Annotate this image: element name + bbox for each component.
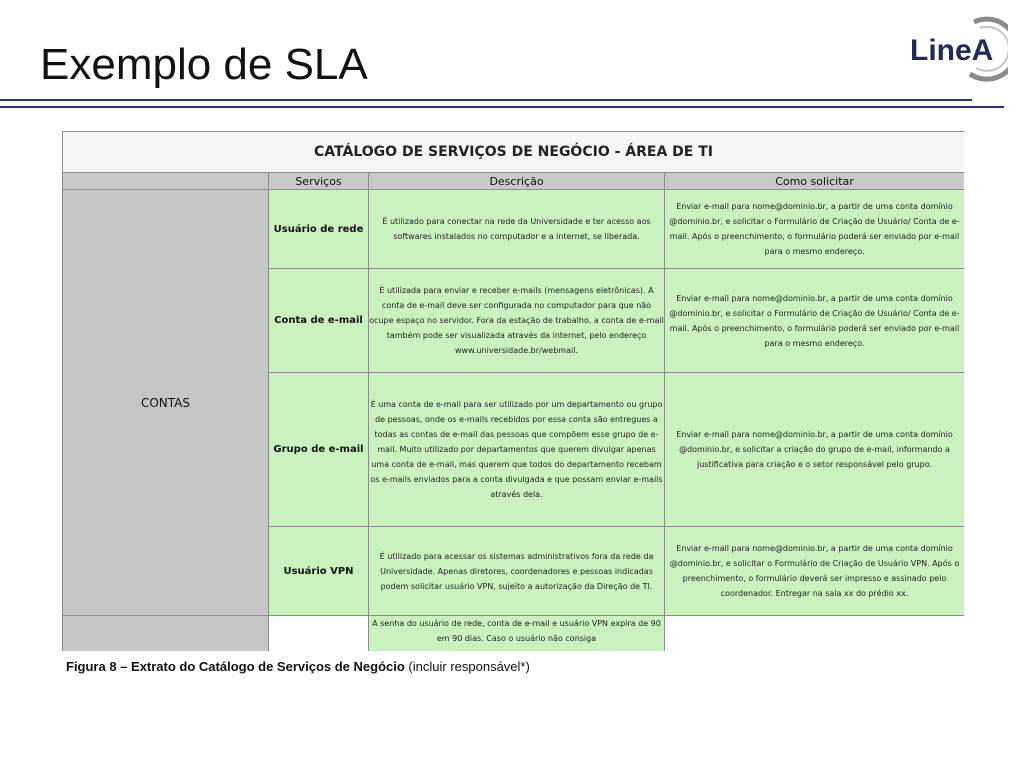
service-description: É utilizado para conectar na rede da Universidade e ter acesso aos softwares instalados no computador e a internet, se liberada. bbox=[369, 190, 665, 269]
category-cell: CONTAS bbox=[63, 190, 269, 616]
logo-text: LineA bbox=[910, 34, 994, 67]
service-name: Grupo de e-mail bbox=[269, 373, 369, 527]
figure-caption bbox=[66, 659, 530, 674]
service-name: Usuário de rede bbox=[269, 190, 369, 269]
title-rule-top bbox=[0, 99, 972, 101]
table-row bbox=[63, 190, 965, 269]
linea-logo bbox=[904, 14, 1008, 84]
header-description: Descrição bbox=[369, 173, 665, 190]
header-blank bbox=[63, 173, 269, 190]
catalog-header-row bbox=[63, 173, 965, 190]
service-description: É utilizada para enviar e receber e-mails (mensagens eletrônicas). A conta de e-mail deve ser configurada no computador para que não ocupe espaço no servidor. Fora da estação de trabalho, a conta de e-mail também pode ser visualizada através da internet, pelo endereço www.universidade.br/webmail. bbox=[369, 269, 665, 373]
caption-normal-text: (incluir responsável*) bbox=[404, 659, 530, 674]
service-description: É utilizado para acessar os sistemas administrativos fora da rede da Universidade. Apenas diretores, coordenadores e pessoas indicadas podem solicitar usuário VPN, sujeito a autorização da Direção de TI. bbox=[369, 527, 665, 616]
service-name: Conta de e-mail bbox=[269, 269, 369, 373]
catalog-title: CATÁLOGO DE SERVIÇOS DE NEGÓCIO - ÁREA DE TI bbox=[63, 132, 965, 173]
service-catalog-figure bbox=[62, 131, 964, 651]
header-how-to-request: Como solicitar bbox=[665, 173, 965, 190]
service-how-to-request: Enviar e-mail para nome@dominio.br, a partir de uma conta domínio @dominio.br, e solicitar o Formulário de Criação de Usuário VPN. Após o preenchimento, o formulário deverá ser impresso e assinado pelo coordenador. Entregar na sala xx do prédio xx. bbox=[665, 527, 965, 616]
category-cell-empty bbox=[63, 616, 269, 652]
service-name-empty bbox=[269, 616, 369, 652]
service-name: Usuário VPN bbox=[269, 527, 369, 616]
title-rule-bottom bbox=[0, 106, 1004, 108]
catalog-title-row bbox=[63, 132, 965, 173]
service-how-to-request-empty bbox=[665, 616, 965, 652]
slide-title: Exemplo de SLA bbox=[40, 40, 368, 89]
service-description: É uma conta de e-mail para ser utilizado por um departamento ou grupo de pessoas, onde os e-mails recebidos por essa conta são entregues a todas as contas de e-mail das pessoas que compõem esse grupo de e-mail. Muito utilizado por departamentos que querem divulgar apenas uma conta de e-mail, mas querem que todos do departamento recebam os e-mails enviados para a conta divulgada e que possam enviar e-mails através dela. bbox=[369, 373, 665, 527]
header-services: Serviços bbox=[269, 173, 369, 190]
service-how-to-request: Enviar e-mail para nome@dominio.br, a partir de uma conta domínio @dominio.br, e solicitar a criação do grupo de e-mail, informando a justificativa para criação e o setor responsável pelo grupo. bbox=[665, 373, 965, 527]
table-row-partial bbox=[63, 616, 965, 652]
caption-bold-text: Figura 8 – Extrato do Catálogo de Serviços de Negócio bbox=[66, 659, 405, 674]
service-how-to-request: Enviar e-mail para nome@dominio.br, a partir de uma conta domínio @dominio.br, e solicitar o Formulário de Criação de Usuário/ Conta de e-mail. Após o preenchimento, o formulário poderá ser enviado por e-mail para o mesmo endereço. bbox=[665, 190, 965, 269]
linea-logo-graphic bbox=[904, 14, 1008, 84]
service-catalog-table bbox=[62, 131, 964, 651]
service-description: A senha do usuário de rede, conta de e-mail e usuário VPN expira de 90 em 90 dias. Caso o usuário não consiga bbox=[369, 616, 665, 652]
service-how-to-request: Enviar e-mail para nome@dominio.br, a partir de uma conta domínio @dominio.br, e solicitar o Formulário de Criação de Usuário/ Conta de e-mail. Após o preenchimento, o formulário poderá ser enviado por e-mail para o mesmo endereço. bbox=[665, 269, 965, 373]
